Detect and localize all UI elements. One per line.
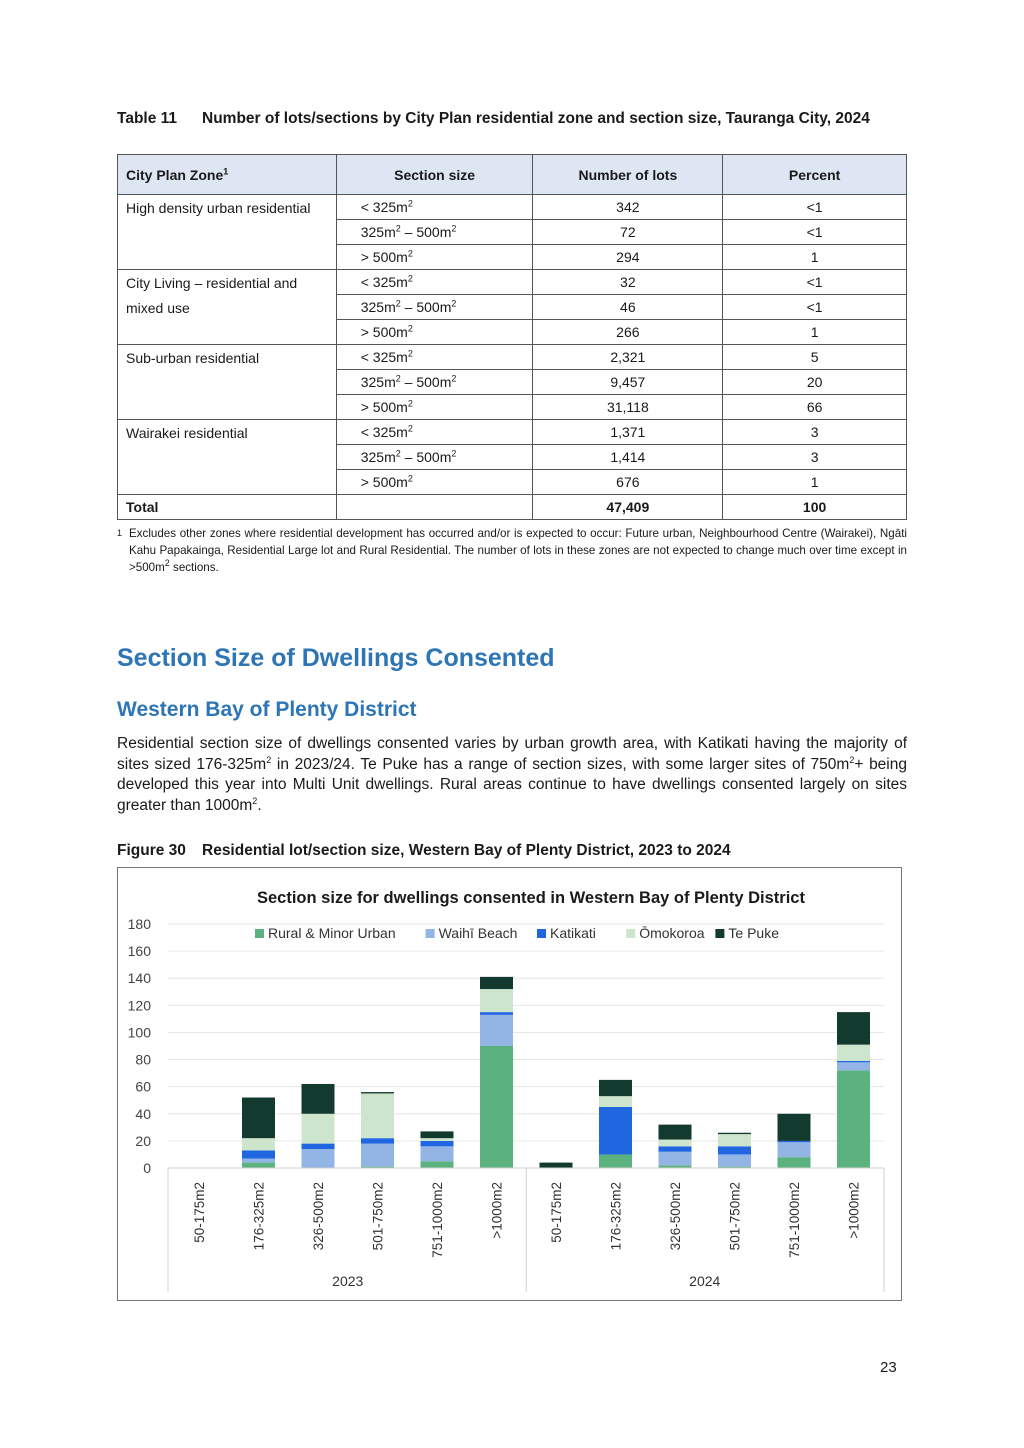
- bar-segment: [302, 1149, 335, 1168]
- bar-segment: [480, 989, 513, 1012]
- section-size-cell: < $325m^2$: [336, 270, 533, 295]
- bar-segment: [242, 1150, 275, 1158]
- table-title: Number of lots/sections by City Plan residential zone and section size, Tauranga City, 2024: [202, 110, 870, 127]
- bar-segment: [242, 1098, 275, 1139]
- y-tick-label: 160: [127, 943, 151, 960]
- section-size-cell: > $500m^2$: [336, 320, 533, 345]
- bar-segment: [599, 1080, 632, 1096]
- zone-cell: Sub-urban residential: [118, 345, 337, 420]
- y-tick-label: 180: [127, 916, 151, 932]
- section-size-cell: > $500m^2$: [336, 470, 533, 495]
- lots-table: [117, 154, 907, 520]
- bar-segment: [659, 1152, 692, 1166]
- table-row: [118, 270, 907, 295]
- lots-cell: 72: [533, 220, 723, 245]
- body-paragraph: Residential section size of dwellings consented varies by urban growth area, with Katikati having the majority of sites sized $176-325m^2$ in 2023/24. Te Puke has a range of section sizes, with some larger sites of $750m^2+$ being developed this year into Multi Unit dwellings. Rural areas continue to have dwellings consented largely on sites greater than $1000m^2$.: [117, 735, 907, 814]
- bar-segment: [302, 1084, 335, 1114]
- x-tick-label: 751-1000m2: [430, 1182, 445, 1258]
- lots-cell: 1,414: [533, 445, 723, 470]
- y-tick-label: 80: [135, 1051, 151, 1068]
- bar-segment: [421, 1131, 454, 1138]
- bar-segment: [718, 1134, 751, 1146]
- chart-title: Section size for dwellings consented in Western Bay of Plenty District: [257, 889, 805, 907]
- section-size-cell: > $500m^2$: [336, 245, 533, 270]
- bar-segment: [302, 1114, 335, 1144]
- total-lots: 47,409: [533, 495, 723, 520]
- lots-cell: 294: [533, 245, 723, 270]
- lots-cell: 342: [533, 195, 723, 220]
- lots-cell: 266: [533, 320, 723, 345]
- figure-title: Residential lot/section size, Western Bay of Plenty District, 2023 to 2024: [202, 842, 731, 859]
- legend-swatch: [537, 929, 546, 938]
- bar-segment: [361, 1092, 394, 1093]
- x-tick-label: >1000m2: [489, 1182, 505, 1239]
- header-section-size: Section size: [336, 155, 533, 195]
- x-tick-label: 50-175m2: [192, 1182, 207, 1243]
- bar-segment: [480, 1046, 513, 1168]
- section-heading: Section Size of Dwellings Consented: [117, 644, 555, 672]
- x-tick-label: 751-1000m2: [787, 1182, 802, 1258]
- y-tick-label: 60: [135, 1078, 151, 1095]
- page-number: 23: [880, 1359, 897, 1376]
- lots-cell: 32: [533, 270, 723, 295]
- percent-cell: 1: [723, 320, 907, 345]
- lots-cell: 2,321: [533, 345, 723, 370]
- bar-segment: [361, 1144, 394, 1167]
- x-tick-label: 176-325m2: [251, 1182, 267, 1251]
- y-tick-label: 140: [127, 970, 151, 987]
- zone-cell: High density urban residential: [118, 195, 337, 270]
- zone-cell: Wairakei residential: [118, 420, 337, 495]
- footnote-text: Excludes other zones where residential development has occurred and/or is expected to occur: Future urban, Neighbourhood Centre (Wairakei), Ngāti Kahu Papakainga, Residential Large lot and Rural Residential. The number of lots in these zones are not expected to change much over time except in $>500m^2$ sections.: [129, 527, 907, 574]
- x-tick-label: >1000m2: [846, 1182, 862, 1239]
- x-tick-label: 326-500m2: [311, 1182, 326, 1251]
- legend-swatch: [255, 929, 264, 938]
- legend-label: Waihī Beach: [438, 925, 518, 941]
- table-caption: [117, 108, 907, 129]
- bar-segment: [778, 1142, 811, 1157]
- bar-segment: [302, 1144, 335, 1149]
- bar-segment: [242, 1159, 275, 1163]
- percent-cell: <1: [723, 195, 907, 220]
- x-tick-label: 50-175m2: [549, 1182, 564, 1243]
- bar-segment: [421, 1146, 454, 1161]
- percent-cell: <1: [723, 270, 907, 295]
- percent-cell: <1: [723, 220, 907, 245]
- subsection-heading: Western Bay of Plenty District: [117, 698, 417, 721]
- x-tick-label: 501-750m2: [370, 1182, 386, 1251]
- y-tick-label: 100: [127, 1024, 151, 1041]
- header-zone: City Plan Zone$^1$: [118, 155, 337, 195]
- stacked-bar-chart: [118, 868, 901, 1300]
- bar-segment: [421, 1161, 454, 1168]
- bar-segment: [480, 1012, 513, 1015]
- total-row: [118, 495, 907, 520]
- table-footnote: [117, 525, 907, 576]
- total-label: Total: [118, 495, 337, 520]
- lots-cell: 1,371: [533, 420, 723, 445]
- table-row: [118, 195, 907, 220]
- percent-cell: 5: [723, 345, 907, 370]
- bar-segment: [837, 1045, 870, 1061]
- bar-segment: [837, 1012, 870, 1045]
- lots-cell: 676: [533, 470, 723, 495]
- bar-segment: [242, 1163, 275, 1168]
- bar-segment: [837, 1062, 870, 1070]
- header-percent: Percent: [723, 155, 907, 195]
- bar-segment: [718, 1133, 751, 1134]
- figure-caption: [117, 842, 907, 860]
- bar-segment: [599, 1154, 632, 1168]
- legend-label: Te Puke: [728, 925, 779, 941]
- bar-segment: [659, 1140, 692, 1147]
- bar-segment: [599, 1096, 632, 1107]
- bar-segment: [778, 1114, 811, 1141]
- lots-cell: 9,457: [533, 370, 723, 395]
- x-tick-label: 501-750m2: [727, 1182, 743, 1251]
- figure-label: Figure 30: [117, 842, 186, 859]
- bar-segment: [421, 1141, 454, 1146]
- bar-segment: [778, 1157, 811, 1168]
- section-size-cell: $325m^2 - 500m^2$: [336, 445, 533, 470]
- bar-segment: [659, 1146, 692, 1151]
- footnote-mark: 1: [117, 528, 123, 538]
- table-header-row: [118, 155, 907, 195]
- lots-cell: 31,118: [533, 395, 723, 420]
- percent-cell: 3: [723, 445, 907, 470]
- legend-swatch: [715, 929, 724, 938]
- lots-cell: 46: [533, 295, 723, 320]
- bar-segment: [361, 1138, 394, 1143]
- bar-segment: [361, 1093, 394, 1138]
- percent-cell: 1: [723, 470, 907, 495]
- legend-swatch: [426, 929, 435, 938]
- section-size-cell: $325m^2 - 500m^2$: [336, 220, 533, 245]
- bar-segment: [242, 1138, 275, 1150]
- group-label: 2023: [332, 1273, 364, 1289]
- bar-segment: [540, 1163, 573, 1168]
- total-blank: [336, 495, 533, 520]
- percent-cell: 20: [723, 370, 907, 395]
- header-number-of-lots: Number of lots: [533, 155, 723, 195]
- table-row: [118, 420, 907, 445]
- bar-segment: [421, 1138, 454, 1141]
- group-label: 2024: [689, 1273, 721, 1289]
- y-tick-label: 40: [135, 1105, 151, 1122]
- section-size-cell: < $325m^2$: [336, 420, 533, 445]
- bar-segment: [480, 977, 513, 989]
- bar-segment: [837, 1061, 870, 1062]
- x-tick-label: 176-325m2: [608, 1182, 624, 1251]
- table-label: Table 11: [117, 110, 178, 127]
- bar-segment: [837, 1070, 870, 1168]
- bar-segment: [778, 1141, 811, 1142]
- legend-label: Katikati: [550, 925, 596, 941]
- percent-cell: <1: [723, 295, 907, 320]
- total-percent: 100: [723, 495, 907, 520]
- legend-label: Rural & Minor Urban: [268, 925, 396, 941]
- bar-segment: [599, 1107, 632, 1154]
- y-tick-label: 120: [127, 997, 151, 1014]
- percent-cell: 66: [723, 395, 907, 420]
- section-size-cell: $325m^2 - 500m^2$: [336, 295, 533, 320]
- bar-segment: [718, 1146, 751, 1154]
- bar-segment: [659, 1125, 692, 1140]
- section-size-cell: < $325m^2$: [336, 345, 533, 370]
- chart-container: [117, 867, 902, 1301]
- legend-swatch: [626, 929, 635, 938]
- percent-cell: 1: [723, 245, 907, 270]
- table-row: [118, 345, 907, 370]
- percent-cell: 3: [723, 420, 907, 445]
- zone-cell: City Living – residential and mixed use: [118, 270, 337, 345]
- y-tick-label: 20: [135, 1132, 151, 1149]
- bar-segment: [480, 1015, 513, 1046]
- section-size-cell: > $500m^2$: [336, 395, 533, 420]
- x-tick-label: 326-500m2: [668, 1182, 683, 1251]
- legend-label: Ōmokoroa: [639, 925, 705, 941]
- section-size-cell: $325m^2 - 500m^2$: [336, 370, 533, 395]
- bar-segment: [718, 1154, 751, 1166]
- y-tick-label: 0: [143, 1160, 151, 1176]
- section-size-cell: < $325m^2$: [336, 195, 533, 220]
